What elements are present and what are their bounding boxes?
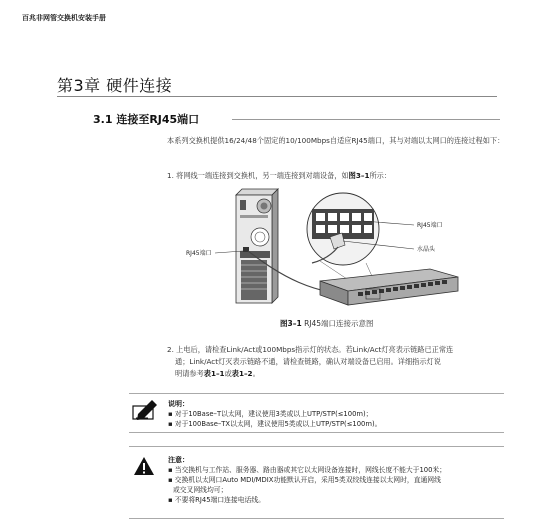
- figure-caption: [280, 318, 374, 329]
- crystal-head-label: 水晶头: [417, 246, 436, 253]
- step-2-text-end: 。: [252, 369, 260, 378]
- warning-icon: [133, 456, 155, 476]
- chapter-rule: [57, 96, 497, 97]
- zoomed-port-illustration: [307, 193, 379, 265]
- section-rule: [232, 119, 500, 120]
- figure-caption-number: 图3–1: [280, 319, 302, 328]
- caution-title: 注意：: [168, 456, 189, 464]
- step-2-line-2: 通；Link/Act灯灭表示链路不通，请检查链路，确认对端设备已启用。详细指示灯说: [175, 357, 441, 366]
- note-bottom-rule: [129, 432, 504, 433]
- note-title: 说明：: [168, 400, 189, 408]
- figure-ref-link[interactable]: 图3–1: [348, 171, 370, 180]
- chapter-title: 第3章 硬件连接: [57, 76, 173, 95]
- step-1-text-after: 所示：: [369, 171, 392, 180]
- intro-paragraph: 本系列交换机提供16/24/48个固定的10/100Mbps自适应RJ45端口，其与对端以太网口的连接过程如下：: [167, 136, 505, 145]
- step-1-text-before: 1. 将网线一端连接到交换机，另一端连接到对端设备，如: [167, 171, 349, 180]
- caution-item: ▪ 当交换机与工作站、服务器、路由器或其它以太网设备连接时，网线长度不能大于100米；: [168, 466, 447, 474]
- pc-tower-illustration: [236, 189, 278, 303]
- switch-illustration: [320, 269, 458, 305]
- note-item: ▪ 对于10Base–T以太网，建议使用3类或以上UTP/STP(≤100m)；: [168, 410, 373, 418]
- section-title: 3.1 连接至RJ45端口: [93, 113, 200, 126]
- note-item: ▪ 对于100Base–TX以太网，建议使用5类或以上UTP/STP(≤100m)。: [168, 420, 382, 428]
- step-2-line-3: [167, 368, 517, 380]
- step-2-text: 明请参考: [175, 369, 204, 378]
- table-ref-1-link[interactable]: 表1–1: [203, 369, 225, 378]
- caution-bottom-rule: [129, 518, 504, 519]
- caution-item: ▪ 不要将RJ45端口连接电话线。: [168, 496, 265, 504]
- caution-item: 或交叉网线均可；: [173, 486, 228, 494]
- caution-item: ▪ 交换机以太网口Auto MDI/MDIX功能默认开启，采用5类双绞线连接以太网时，直通网线: [168, 476, 441, 484]
- caution-top-rule: [129, 446, 504, 447]
- step-1: [167, 170, 507, 182]
- note-content: [168, 399, 381, 429]
- note-pencil-icon: [132, 398, 160, 420]
- figure-caption-text: RJ45端口连接示意图: [301, 319, 374, 328]
- rj45-label-pc: RJ45端口: [186, 250, 212, 257]
- rj45-label-switch: RJ45端口: [417, 222, 443, 229]
- step-2-line-1: 2. 上电后，请检查Link/Act或100Mbps指示灯的状态。若Link/Act灯亮表示链路已正常连: [167, 345, 454, 354]
- rj45-connection-figure: [180, 185, 470, 313]
- step-2: [167, 344, 517, 380]
- caution-content: [168, 455, 446, 505]
- note-top-rule: [129, 393, 504, 394]
- manual-title: 百兆非网管交换机安装手册: [22, 14, 106, 22]
- step-2-text-or: 或: [224, 369, 232, 378]
- table-ref-2-link[interactable]: 表1–2: [231, 369, 253, 378]
